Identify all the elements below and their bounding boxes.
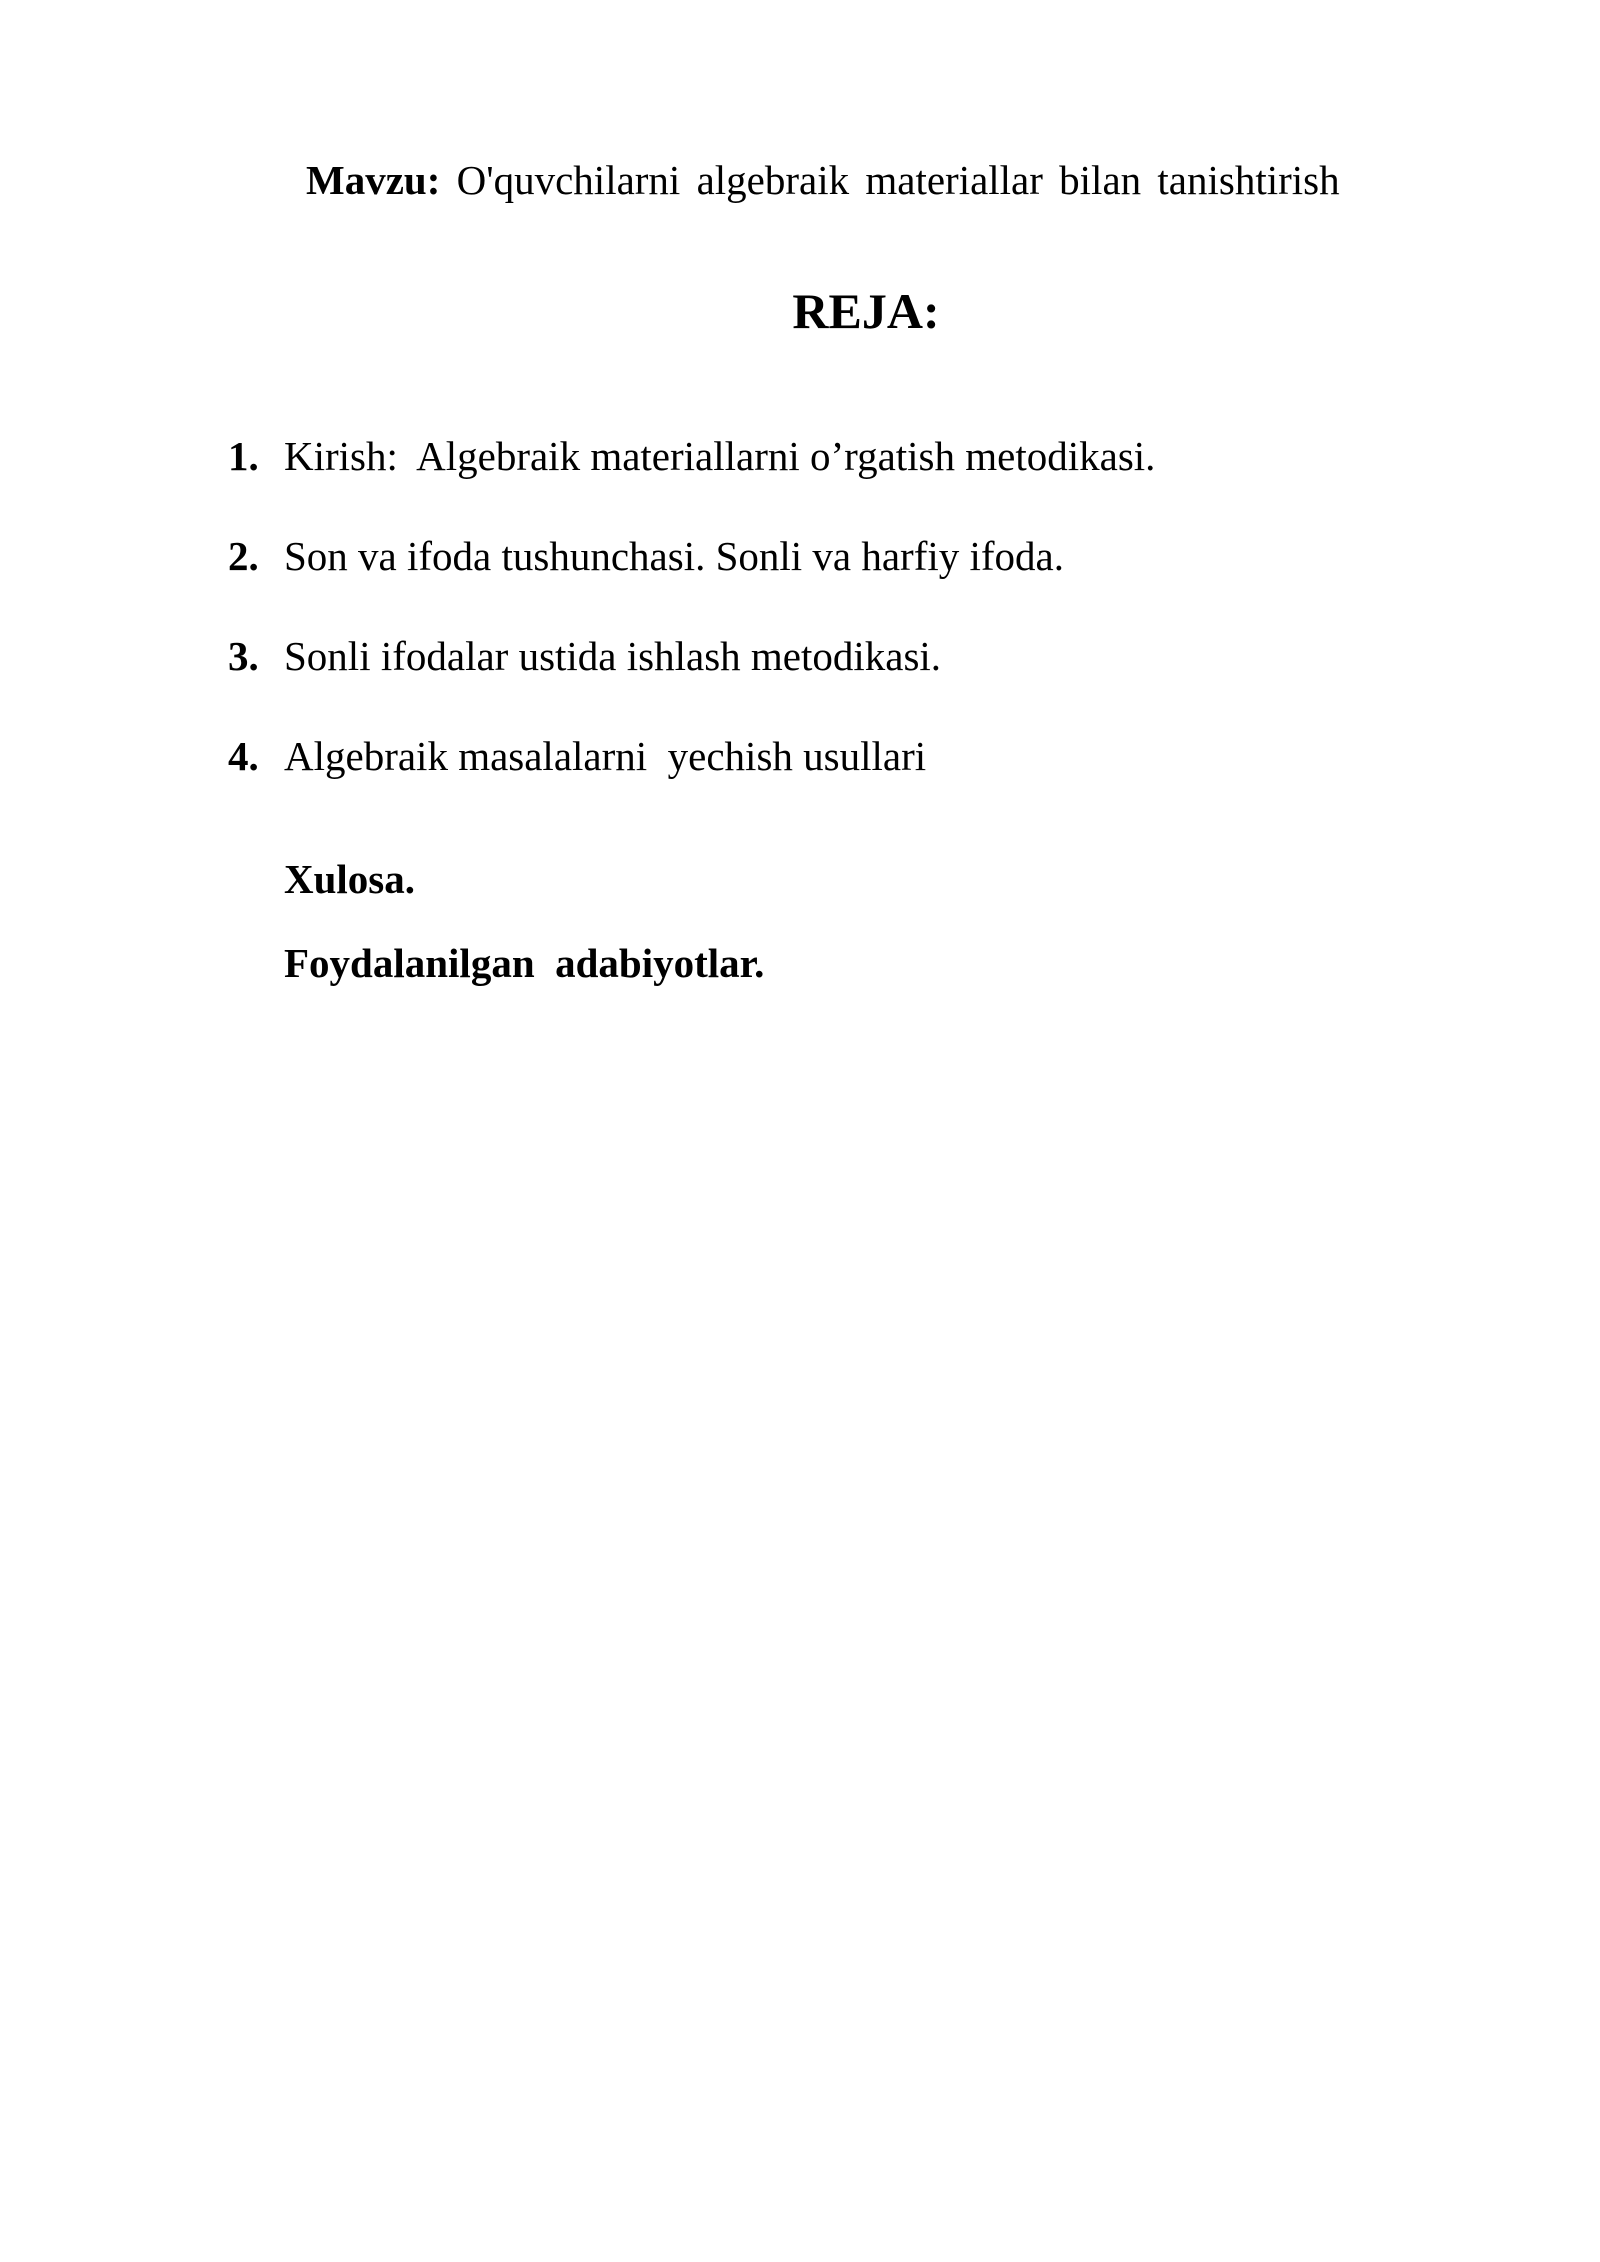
topic-line [306,152,1340,208]
topic-text: O'quvchilarni algebraik materiallar bilan tanishtirish [456,157,1340,203]
references-heading: Foydalanilgan adabiyotlar. [284,940,765,986]
plan-item-text: Algebraik masalalarni yechish usullari [284,733,927,779]
plan-item-text: Sonli ifodalar ustida ishlash metodikasi. [284,633,942,679]
plan-item-number: 4. [228,733,259,779]
conclusion-heading: Xulosa. [284,856,416,902]
plan-item-number: 3. [228,633,259,679]
plan-heading: REJA: [792,283,940,339]
plan-item-number: 1. [228,433,259,479]
plan-item-text: Son va ifoda tushunchasi. Sonli va harfiy ifoda. [284,533,1065,579]
plan-item-text: Kirish: Algebraik materiallarni o’rgatish metodikasi. [284,433,1156,479]
topic-label: Mavzu: [306,157,441,203]
plan-item-number: 2. [228,533,259,579]
